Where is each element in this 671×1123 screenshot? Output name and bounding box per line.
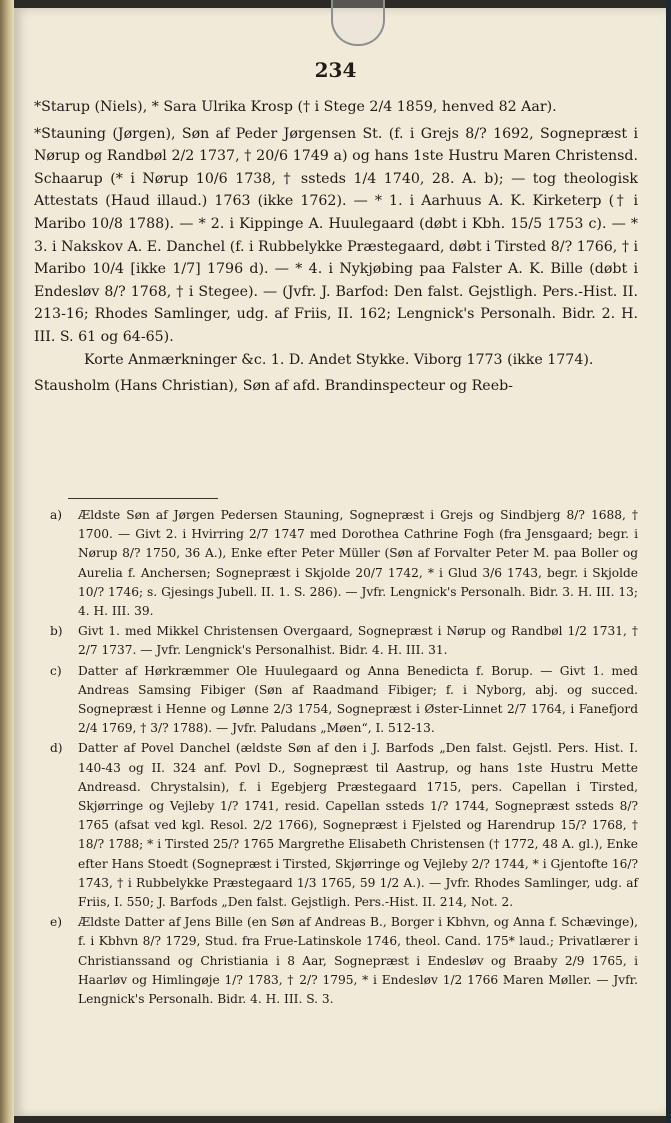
footnote-label: d) (50, 741, 63, 756)
footnote (50, 662, 638, 739)
entry-note: Korte Anmærkninger &c. 1. D. Andet Stykke. Viborg 1773 (ikke 1774). (84, 351, 594, 368)
footnote-text: Datter af Povel Danchel (ældste Søn af den i J. Barfods „Den falst. Gejstl. Pers. Hist. I. 140-43 og II. 324 anf. Povl D., Sognepræst til Aastrup, og hans 1ste Hustru Mette Andreasd. Chrystalsin), f. i Egebjerg Præstegaard 1715, pers. Capellan i Tirsted, Skjørringe og Vejleby 1/? 1741, resid. Capellan ssteds 1/? 1744, Sognepræst ssteds 8/? 1765 (afsat ved kgl. Resol. 2/2 1766), Sognepræst i Fjelsted og Harendrup 15/? 1768, † 18/? 1788; * i Tirsted 25/? 1765 Margrethe Elisabeth Christensen († 1772, 48 A. gl.), Enke efter Hans Stoedt (Sognepræst i Tirsted, Skjørringe og Vejleby 2/? 1744, * i Gjentofte 16/? 1743, † i Rubbelykke Præstegaard 1/3 1765, 59 1/2 A.). — Jvfr. Rhodes Samlinger, udg. af Friis, I. 550; J. Barfods „Den falst. Gejstligh. Pers.-Hist. II. 214, Not. 2. (78, 741, 638, 910)
footnotes (50, 506, 638, 1010)
footnote-divider (68, 498, 218, 499)
book-spine-edge (0, 0, 14, 1123)
footnote (50, 913, 638, 1009)
page-right-edge (666, 0, 671, 1123)
footnote-label: c) (50, 663, 62, 678)
entry-stausholm: Stausholm (Hans Christian), Søn af afd. Brandinspecteur og Reeb- (34, 378, 513, 395)
footnote-label: b) (50, 624, 63, 639)
footnote-text: Ældste Datter af Jens Bille (en Søn af Andreas B., Borger i Kbhvn, og Anna f. Schævinge), f. i Kbhvn 8/? 1729, Stud. fra Frue-Latinskole 1746, theol. Cand. 175* laud.; Privatlærer i Christianssand og Christiania i 8 Aar, Sognepræst i Endesløv og Braaby 2/9 1765, i Haarløv og Himlingøje 1/? 1783, † 2/? 1795, * i Endesløv 1/2 1766 Maren Møller. — Jvfr. Lengnick's Personalh. Bidr. 4. H. III. S. 3. (78, 915, 638, 1007)
page-number: 234 (314, 58, 357, 82)
entry-stauning: *Stauning (Jørgen), Søn af Peder Jørgensen St. (f. i Grejs 8/? 1692, Sognepræst i Nørup og Randbøl 2/2 1737, † 20/6 1749 a) og hans 1ste Hustru Maren Christensd. Schaarup (* i Nørup 10/6 1738, † ssteds 1/4 1740, 28. A. b); — tog theologisk Attestats (Haud illaud.) 1763 (ikke 1762). — * 1. i Aarhuus A. K. Kirketerp († i Maribo 10/8 1788). — * 2. i Kippinge A. Huulegaard (døbt i Kbh. 15/5 1753 c). — * 3. i Nakskov A. E. Danchel (f. i Rubbelykke Præstegaard, døbt i Tirsted 8/? 1766, † i Maribo 10/4 [ikke 1/7] 1796 d). — * 4. i Nykjøbing paa Falster A. K. Bille (døbt i Endesløv 8/? 1768, † i Stegee). — (Jvfr. J. Barfod: Den falst. Gejstligh. Pers.-Hist. II. 213-16; Rhodes Samlinger, udg. af Friis, II. 162; Lengnick's Personalh. Bidr. 2. H. III. S. 61 og 64-65). (34, 125, 638, 345)
footnote-label: a) (50, 508, 63, 522)
footnote-text: Datter af Hørkræmmer Ole Huulegaard og Anna Benedicta f. Borup. — Givt 1. med Andreas Samsing Fibiger (Søn af Raadmand Fibiger; f. i Nyborg, abj. og succed. Sognepræst i Henne og Lønne 2/3 1754, Sognepræst i Øster-Linnet 2/7 1764, i Fanefjord 2/4 1769, † 3/? 1788). — Jvfr. Paludans „Møen“, I. 512-13. (78, 663, 638, 736)
footnote-label: e) (50, 915, 62, 930)
footnote-text: Givt 1. med Mikkel Christensen Overgaard, Sognepræst i Nørup og Randbøl 1/2 1731, † 2/7 1737. — Jvfr. Lengnick's Personalhist. Bidr. 4. H. III. 31. (78, 624, 638, 658)
footnote (50, 622, 638, 660)
entry-starup: *Starup (Niels), * Sara Ulrika Krosp († i Stege 2/4 1859, henved 82 Aar). (34, 99, 557, 115)
main-text (34, 96, 638, 398)
footnote (50, 506, 638, 621)
footnote-text: Ældste Søn af Jørgen Pedersen Stauning, Sognepræst i Grejs og Sindbjerg 8/? 1688, † 1700. — Givt 2. i Hvirring 2/7 1747 med Dorothea Cathrine Fogh (fra Jensgaard; begr. i Nørup 8/? 1750, 36 A.), Enke efter Peter Müller (Søn af Forvalter Peter M. paa Boller og Aurelia f. Anchersen; Sognepræst i Skjolde 20/7 1742, * i Glud 3/6 1743, begr. i Skjolde 10/? 1746; s. Gjesings Jubell. II. 1. S. 286). — Jvfr. Lengnick's Personalh. Bidr. 3. H. III. 13; 4. H. III. 39. (78, 508, 638, 619)
footnote (50, 739, 638, 912)
